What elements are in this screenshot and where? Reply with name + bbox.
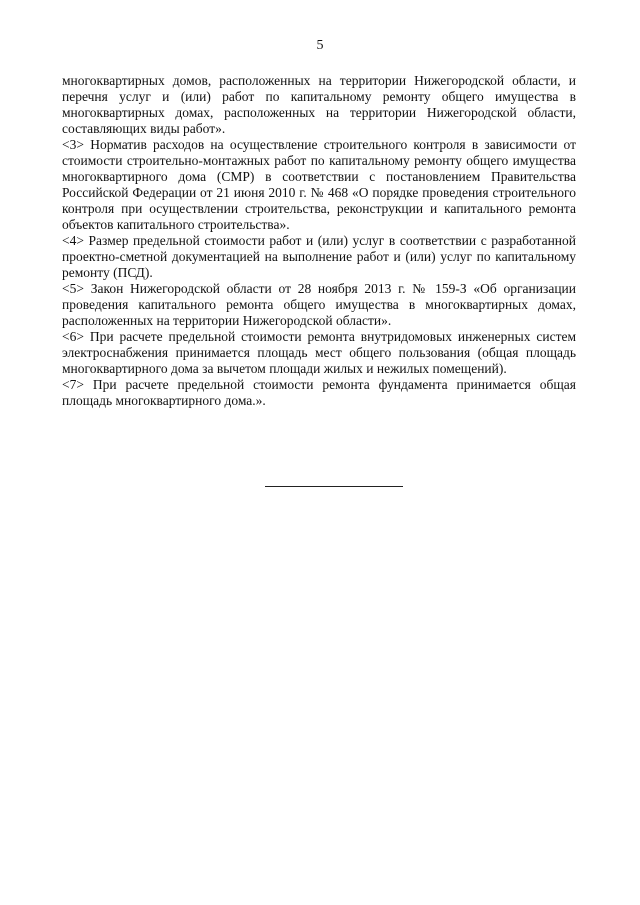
footnote-6: <6> При расчете предельной стоимости ремонта внутридомовых инженерных систем электроснабжения принимается площадь мест общего пользования (общая площадь многоквартирного дома за вычетом площади жилых и нежилых помещений). <box>62 329 576 376</box>
paragraph-continuation: многоквартирных домов, расположенных на территории Нижегородской области, и перечня услуг и (или) работ по капитальному ремонту общего имущества в многоквартирных домах, расположенных на территории Нижегородской области, составляющих виды работ». <box>62 73 576 136</box>
footnote-5: <5> Закон Нижегородской области от 28 ноября 2013 г. № 159-З «Об организации проведения капитального ремонта общего имущества в многоквартирных домах, расположенных на территории Нижегородской области». <box>62 281 576 328</box>
footnote-3: <3> Норматив расходов на осуществление строительного контроля в зависимости от стоимости строительно-монтажных работ по капитальному ремонту общего имущества многоквартирного дома (СМР) в соответствии с постановлением Правительства Российской Федерации от 21 июня 2010 г. № 468 «О порядке проведения строительного контроля при осуществлении строительства, реконструкции и капитального ремонта объектов капитального строительства». <box>62 137 576 232</box>
footnote-7: <7> При расчете предельной стоимости ремонта фундамента принимается общая площадь многоквартирного дома.». <box>62 377 576 408</box>
document-body <box>62 73 576 409</box>
page-number: 5 <box>316 38 324 53</box>
end-separator-line <box>265 486 403 487</box>
footnote-4: <4> Размер предельной стоимости работ и (или) услуг в соответствии с разработанной проектно-сметной документацией на выполнение работ и (или) услуг по капитальному ремонту (ПСД). <box>62 233 576 280</box>
